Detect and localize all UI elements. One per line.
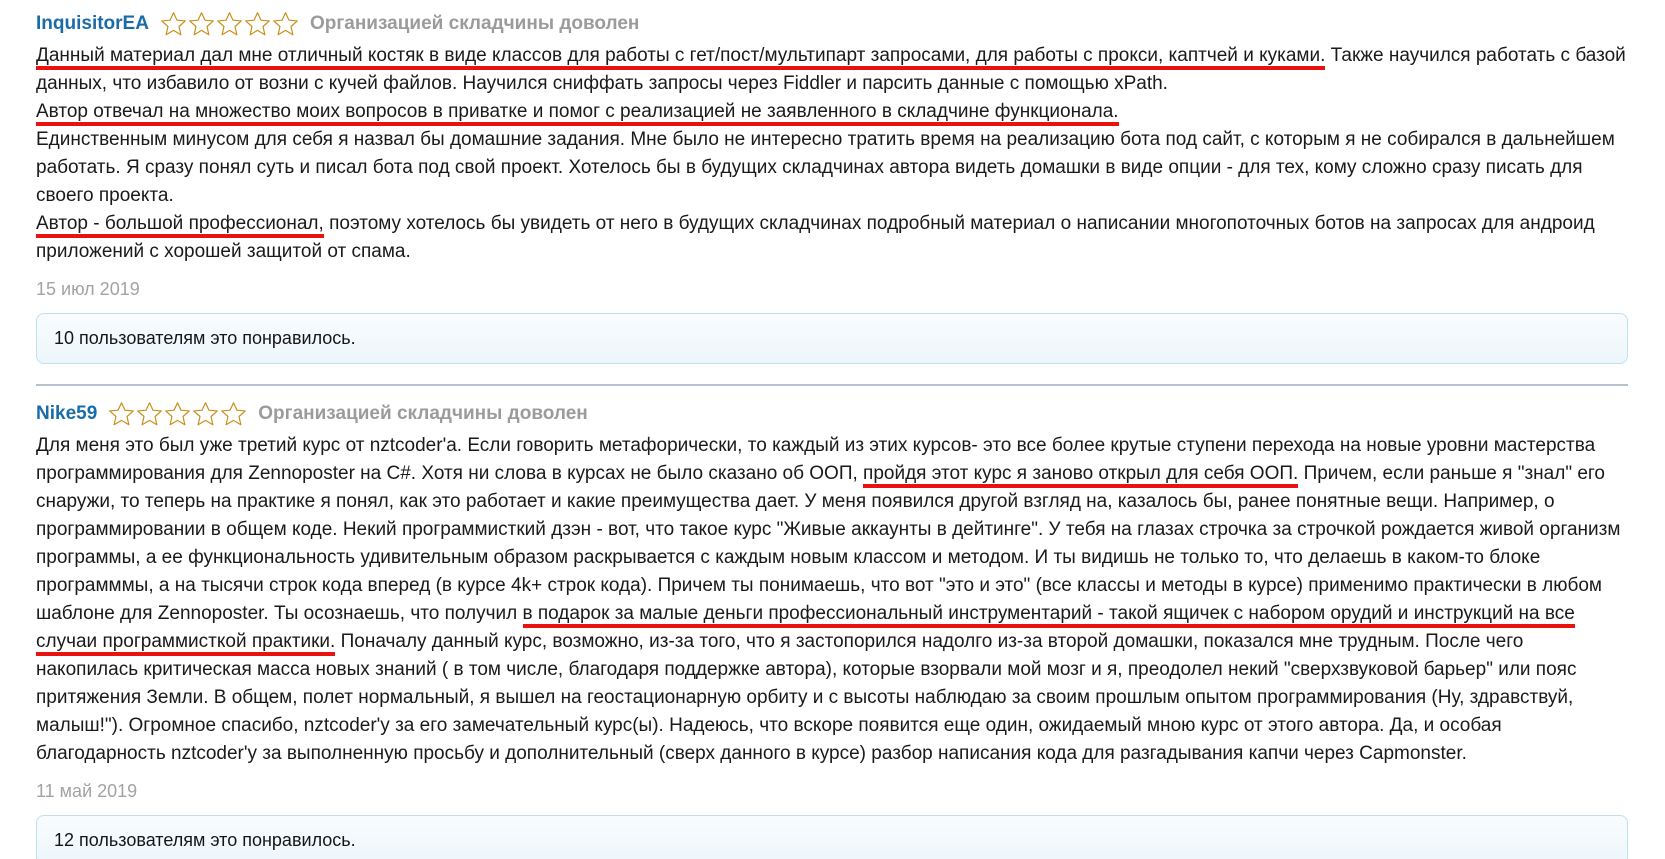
review-text (36, 42, 1628, 266)
reviews-list (36, 7, 1628, 859)
review-text (36, 432, 1628, 768)
annotated-text: в подарок за малые деньги профессиональный инструментарий - такой ящичек с набором орудий и инструкций на все случаи программисткой практики. (36, 603, 1575, 656)
review-header (36, 7, 1628, 42)
review-date: 15 июл 2019 (36, 279, 140, 299)
star-icon (272, 11, 299, 37)
review-author-link[interactable]: Nike59 (36, 403, 98, 424)
likes-text: 12 пользователям это понравилось. (54, 830, 356, 850)
star-icon (160, 11, 187, 37)
annotated-text: Автор отвечал на множество моих вопросов в приватке и помог с реализацией не заявленного в складчине функционала. (36, 101, 1119, 126)
star-icon (244, 11, 271, 37)
review-header (36, 397, 1628, 432)
review-item (36, 397, 1628, 859)
star-icon (188, 11, 215, 37)
likes-box (36, 815, 1628, 859)
body-text: Для меня это был уже третий курс от nztcoder'a. Если говорить метафорически, то каждый из этих курсов- это все более крутые ступени перехода на новые уровни мастерства программирования для Zennoposter на C#. Хотя ни слова в курсах не было сказано об ООП, (36, 435, 1596, 484)
likes-box (36, 313, 1628, 364)
body-text: Единственным минусом для себя я назвал бы домашние задания. Мне было не интересно тратить время на реализацию бота под сайт, с которым я не собирался в дальнейшем работать. Я сразу понял суть и писал бота под свой проект. Хотелось бы в будущих складчинах автора видеть домашки в виде опции - для тех, кому сложно сразу писать для своего проекта. (36, 129, 1615, 206)
review-status-label: Организацией складчины доволен (309, 13, 640, 34)
annotated-text: пройдя этот курс я заново открыл для себя ООП. (863, 463, 1298, 488)
review-author-link[interactable]: InquisitorEA (36, 13, 149, 34)
annotated-text: Данный материал дал мне отличный костяк в виде классов для работы с гет/пост/мультипарт запросами, для работы с прокси, каптчей и куками. (36, 45, 1325, 70)
body-text: поэтому хотелось бы увидеть от него в будущих складчинах подробный материал о написании многопоточных ботов на запросах для андроид приложений с хорошей защитой от спама. (36, 213, 1595, 262)
rating-stars (160, 11, 299, 37)
annotated-text: Автор - большой профессионал, (36, 213, 324, 238)
body-text: Причем, если раньше я "знал" его снаружи, то теперь на практике я понял, как это работает и какие преимущества дает. У меня появился другой взгляд на, казалось бы, ранее понятные вещи. Например, о программировании в общем коде. Некий программисткий дзэн - вот, что такое курс "Живые аккаунты в дейтинге". У тебя на глазах строчка за строчкой рождается живой организм программы, а ее функциональность удивительным образом раскрывается с каждым новым классом и методом. И ты видишь не только то, что делаешь в каком-то блоке программмы, а на тысячи строк кода вперед (в курсе 4k+ строк кода). Причем ты понимаешь, что вот "это и это" (все классы и методы в курсе) применимо практически в любом шаблоне для Zennoposter. Ты осознаешь, что получил (36, 463, 1621, 624)
likes-text: 10 пользователям это понравилось. (54, 328, 356, 348)
rating-stars (108, 401, 247, 427)
star-icon (216, 11, 243, 37)
review-item (36, 7, 1628, 364)
review-status-label: Организацией складчины доволен (258, 403, 588, 424)
review-divider (36, 384, 1628, 386)
star-icon (164, 401, 191, 427)
star-icon (220, 401, 247, 427)
review-date: 11 май 2019 (36, 781, 138, 801)
star-icon (192, 401, 219, 427)
star-icon (136, 401, 163, 427)
body-text: Также научился работать с базой данных, что избавило от возни с кучей файлов. Научился сниффать запросы через Fiddler и парсить данные с помощью xPath. (36, 45, 1626, 94)
star-icon (108, 401, 135, 427)
body-text: Поначалу данный курс, возможно, из-за того, что я застопорился надолго из-за второй домашки, показался мне трудным. После чего накопилась критическая масса новых знаний ( в том числе, благодаря поддержке автора), которые взорвали мой мозг и я, преодолел некий "сверхзвуковой барьер" или пояс притяжения Земли. В общем, полет нормальный, я вышел на геостационарную орбиту и с высоты наблюдаю за своим прошлым опытом программирования (Ну, здравствуй, малыш!"). Огромное спасибо, nztcoder'у за его замечательный курс(ы). Надеюсь, что вскоре появится еще один, ожидаемый мною курс от этого автора. Да, и особая благодарность nztcoder'у за выполненную просьбу и дополнительный (сверх данного в курсе) разбор написания кода для разгадывания капчи через Capmonster. (36, 631, 1577, 764)
